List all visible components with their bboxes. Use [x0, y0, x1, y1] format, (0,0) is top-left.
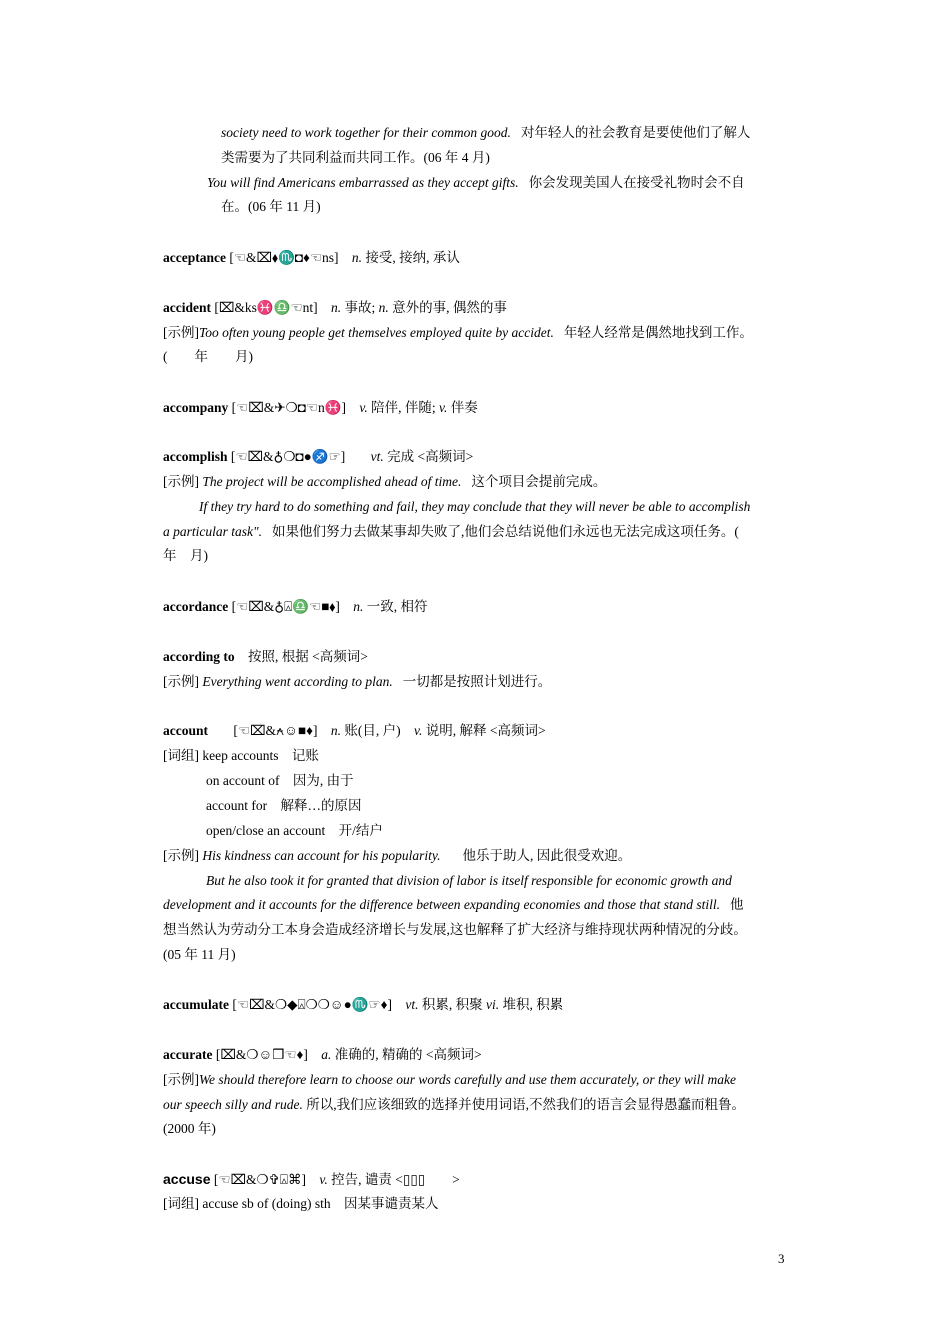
part-of-speech: a. [321, 1047, 332, 1062]
definition: 陪伴, 伴随; [371, 400, 436, 415]
headword: according to [163, 649, 235, 664]
definition: 意外的事, 偶然的事 [392, 300, 507, 315]
phrase-chinese: 开/结户 [338, 823, 383, 838]
phrase-english: open/close an account [206, 823, 326, 838]
example-english: Everything went according to plan. [202, 674, 393, 689]
account-phrase-1 [163, 747, 319, 765]
phonetic: [☜⌧&❍✞⍓⌘] [213, 1172, 307, 1187]
part-of-speech: vi. [486, 997, 500, 1012]
example-chinese: 年轻人经常是偶然地找到工作。 [563, 325, 753, 340]
accomplish-example-1 [163, 473, 606, 491]
phrase-tag: [词组] [163, 748, 199, 763]
definition: 一致, 相符 [366, 599, 428, 614]
phonetic: [☜⌧&♁⍓♎☜■⬧] [231, 599, 340, 614]
intro-line-4 [221, 198, 321, 216]
definition: 控告, 谴责 [331, 1172, 392, 1187]
account-example-2c [163, 921, 747, 939]
accurate-example-b [163, 1096, 745, 1114]
phrase-english: accuse sb of (doing) sth [202, 1196, 331, 1211]
intro-line-3 [207, 174, 745, 192]
exam-date: (05 年 11 月) [163, 947, 236, 962]
page-number: 3 [778, 1251, 785, 1266]
part-of-speech: vt. [370, 449, 384, 464]
entry-acceptance [163, 249, 460, 267]
frequency-tag: <▯▯▯ > [395, 1172, 460, 1187]
phrase-chinese: 因某事谴责某人 [343, 1196, 439, 1211]
example-english: our speech silly and rude. [163, 1097, 303, 1112]
phonetic: [⌧&ks♓♎☜nt] [214, 300, 318, 315]
example-english: Too often young people get themselves employed quite by accidet. [199, 325, 554, 340]
entry-accompany [163, 399, 478, 417]
part-of-speech: n. [378, 300, 389, 315]
exam-date: 年 月) [163, 548, 208, 563]
example-english: If they try hard to do something and fail, they may conclude that they will never be able to accomplish [199, 499, 751, 514]
definition: 积累, 积聚 [421, 997, 483, 1012]
example-english: We should therefore learn to choose our words carefully and use them accurately, or they will make [199, 1072, 737, 1087]
definition: 伴奏 [450, 400, 478, 415]
part-of-speech: v. [319, 1172, 328, 1187]
example-english: The project will be accomplished ahead of time. [202, 474, 462, 489]
phonetic: [☜⌧&✈❍◘☜n♓] [231, 400, 347, 415]
phonetic: [☜⌧&⍲☺■♦] [233, 723, 318, 738]
example-tag: [示例] [163, 848, 199, 863]
part-of-speech: v. [413, 723, 423, 738]
phonetic: [☜⌧&♁❍◘●♐☞] [230, 449, 346, 464]
headword: accompany [163, 400, 229, 415]
exam-date: (2000 年) [163, 1121, 216, 1136]
example-chinese: 对年轻人的社会教育是要使他们了解人 [520, 125, 751, 140]
frequency-tag: <高频词> [489, 723, 546, 738]
entry-accumulate [163, 996, 563, 1014]
exam-date: ( 年 月) [163, 349, 253, 364]
example-english: His kindness can account for his popularity. [202, 848, 441, 863]
frequency-tag: <高频词> [425, 1047, 482, 1062]
example-tag: [示例] [163, 325, 199, 340]
example-chinese: 如果他们努力去做某事却失败了,他们会总结说他们永远也无法完成这项任务。( [272, 524, 739, 539]
headword: accomplish [163, 449, 228, 464]
entry-accomplish [163, 448, 473, 466]
definition: 账(目, 户) [344, 723, 401, 738]
example-chinese: 一切都是按照计划进行。 [402, 674, 552, 689]
intro-line-2 [221, 149, 490, 167]
part-of-speech: n. [330, 723, 341, 738]
according-example [163, 673, 551, 691]
example-tag: [示例] [163, 1072, 199, 1087]
headword: accident [163, 300, 211, 315]
headword: accordance [163, 599, 229, 614]
example-english: You will find Americans embarrassed as they accept gifts. [207, 175, 519, 190]
example-chinese: 这个项目会提前完成。 [471, 474, 607, 489]
definition: 接受, 接纳, 承认 [365, 250, 460, 265]
example-english: development and it accounts for the difference between expanding economies and those that stand still. [163, 897, 721, 912]
accuse-phrase [163, 1195, 438, 1213]
entry-accordance [163, 598, 428, 616]
phrase-english: on account of [206, 773, 280, 788]
headword: accumulate [163, 997, 229, 1012]
part-of-speech: n. [331, 300, 342, 315]
example-english: a particular task". [163, 524, 263, 539]
account-example-2b [163, 896, 744, 914]
example-english: society need to work together for their common good. [221, 125, 511, 140]
phrase-english: account for [206, 798, 268, 813]
example-chinese: 在。(06 年 11 月) [221, 199, 321, 214]
entry-accurate [163, 1046, 482, 1064]
account-example-1 [163, 847, 631, 865]
definition: 事故; [344, 300, 376, 315]
headword: accurate [163, 1047, 213, 1062]
account-phrase-2 [206, 772, 354, 790]
accomplish-example-2b [163, 523, 739, 541]
example-english: But he also took it for granted that division of labor is itself responsible for economic growth and [206, 873, 732, 888]
part-of-speech: n. [351, 250, 363, 265]
definition: 说明, 解释 [425, 723, 487, 738]
phonetic: [☜&⌧⬧♏◘♦☜ns] [229, 250, 339, 265]
headword: acceptance [163, 250, 226, 265]
headword: accuse [163, 1171, 211, 1187]
phonetic: [⌧&❍☺❒☜♦] [215, 1047, 308, 1062]
example-chinese: 想当然认为劳动分工本身会造成经济增长与发展,这也解释了扩大经济与维持现状两种情况的分歧。 [163, 922, 747, 937]
part-of-speech: n. [353, 599, 364, 614]
headword: account [163, 723, 208, 738]
phrase-tag: [词组] [163, 1196, 199, 1211]
entry-accident [163, 299, 507, 317]
part-of-speech: vt. [405, 997, 419, 1012]
frequency-tag: <高频词> [312, 649, 368, 664]
account-phrase-4 [206, 822, 383, 840]
definition: 完成 [387, 449, 415, 464]
entry-accuse [163, 1170, 460, 1189]
phrase-english: keep accounts [202, 748, 279, 763]
accomplish-example-2a [199, 498, 750, 516]
intro-line-1 [221, 124, 750, 142]
entry-account [163, 722, 546, 740]
part-of-speech: v. [359, 400, 368, 415]
accident-date [163, 348, 253, 366]
example-chinese: 他乐于助人, 因此很受欢迎。 [462, 848, 632, 863]
account-example-2a [206, 872, 732, 890]
accurate-example-a [163, 1071, 736, 1089]
accomplish-date [163, 547, 208, 565]
account-date [163, 946, 236, 964]
example-chinese: 他 [730, 897, 744, 912]
part-of-speech: v. [439, 400, 448, 415]
frequency-tag: <高频词> [417, 449, 474, 464]
accurate-date [163, 1120, 216, 1138]
account-phrase-3 [206, 797, 361, 815]
example-tag: [示例] [163, 474, 199, 489]
entry-according-to [163, 648, 368, 666]
phrase-chinese: 记账 [291, 748, 319, 763]
phrase-chinese: 解释…的原因 [280, 798, 362, 813]
phrase-chinese: 因为, 由于 [292, 773, 354, 788]
example-chinese: 所以,我们应该细致的选择并使用词语,不然我们的语言会显得愚蠢而粗鲁。 [306, 1097, 745, 1112]
phonetic: [☜⌧&❍◆⍓❍❍☺●♏☞♦] [232, 997, 393, 1012]
definition: 准确的, 精确的 [334, 1047, 423, 1062]
example-chinese: 类需要为了共同利益而共同工作。(06 年 4 月) [221, 150, 490, 165]
example-chinese: 你会发现美国人在接受礼物时会不自 [528, 175, 745, 190]
definition: 按照, 根据 [248, 649, 309, 664]
definition: 堆积, 积累 [502, 997, 564, 1012]
accident-example [163, 324, 753, 342]
example-tag: [示例] [163, 674, 199, 689]
